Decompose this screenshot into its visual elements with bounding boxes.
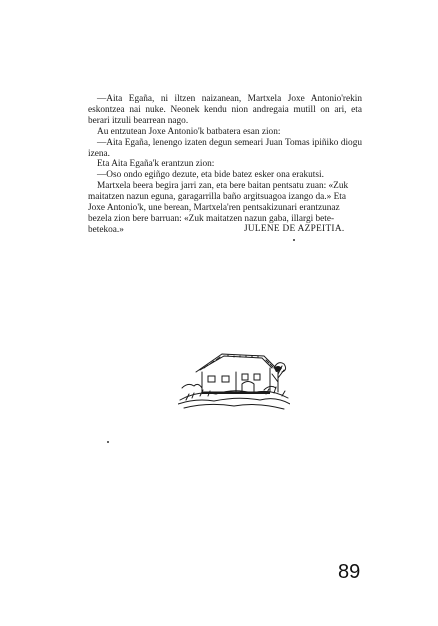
farmhouse-illustration — [178, 338, 290, 412]
paragraph: —Oso ondo egiñgo dezute, eta bide batez esker ona erakutsi. — [97, 170, 324, 181]
paragraph: Eta Aita Egaña'k erantzun zion: — [97, 159, 215, 170]
ink-speck — [107, 441, 109, 443]
page-number: 89 — [338, 561, 361, 583]
paragraph: Au entzutean Joxe Antonio'k batbatera esan zion: — [97, 126, 281, 137]
paragraph: —Aita Egaña, lenengo izaten degun semeari Juan Tomas ipiñiko diogu izena. — [88, 137, 362, 159]
author-signature: JULENE DE AZPEITIA. — [244, 224, 345, 234]
paragraph: Martxela beera begira jarri zan, eta bere baitan pentsatu zuan: «Zuk maitatzen nazun eguna, garagarrilla baño argitsuagoa izango da.» Eta Joxe Antonio'k, une berean, Martxela'ren pentsakizunari erantzunaz bezela zion bere barruan: «Zuk maitatzen nazun gaba, illargi bete-betekoa.» — [88, 181, 349, 235]
story-text — [88, 94, 362, 236]
paragraph: —Aita Egaña, ni iltzen naizanean, Martxela Joxe Antonio'rekin eskontzea nai nuke. Neonek kendu nion andregaia mutill on ari, eta berari itzuli bearrean nago. — [88, 94, 362, 126]
ink-speck — [293, 239, 295, 241]
